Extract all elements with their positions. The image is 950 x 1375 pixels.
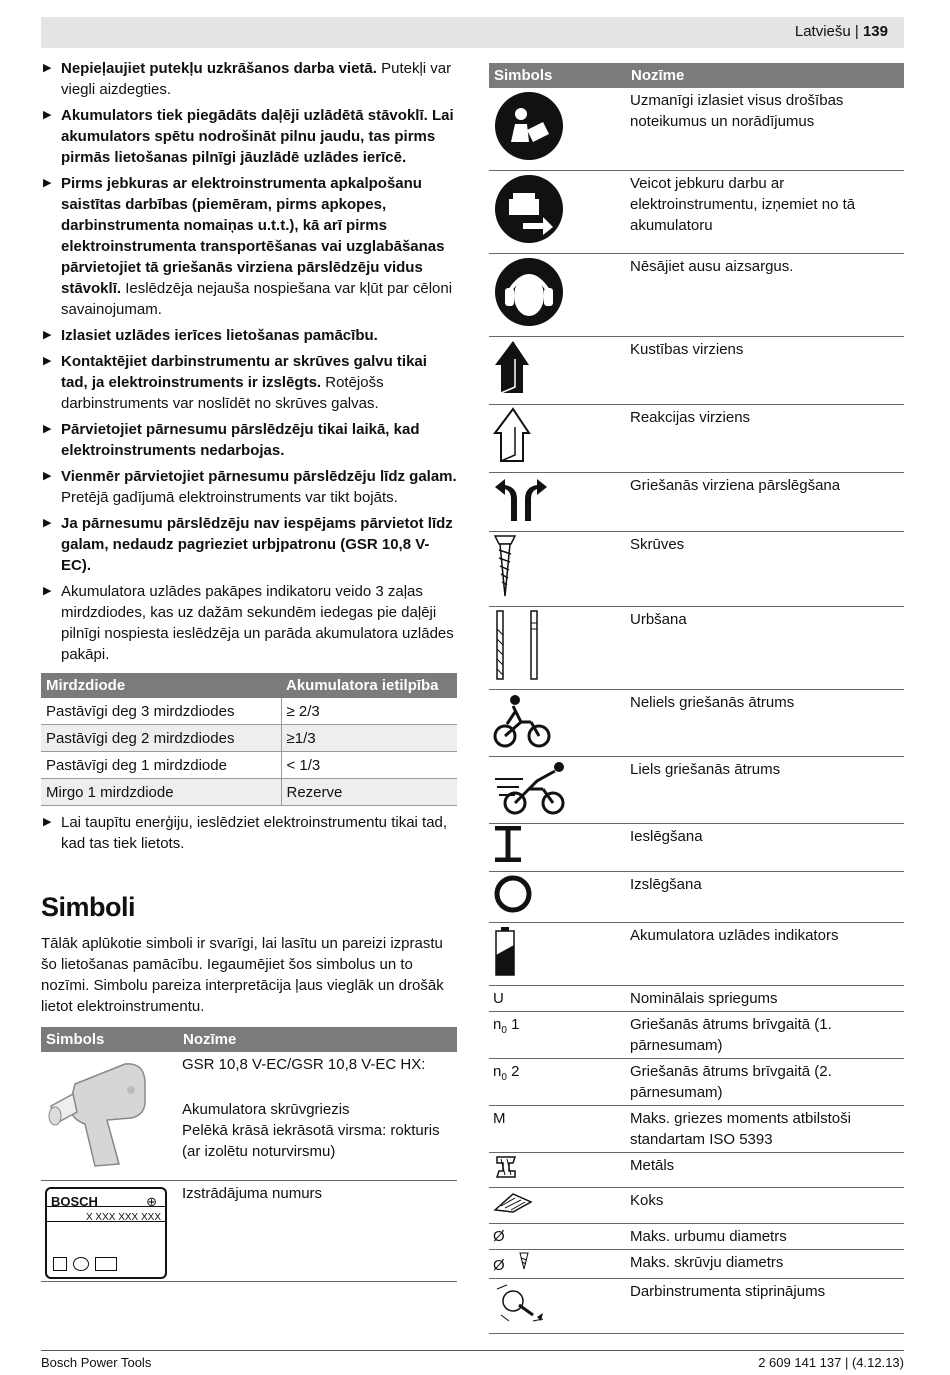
- symbol-cell: [489, 824, 626, 872]
- led-state: Pastāvīgi deg 3 mirdzdiodes: [41, 698, 281, 725]
- led-row: [41, 779, 457, 806]
- tool-holder-icon: [493, 1312, 547, 1329]
- symbol-row: [489, 757, 904, 824]
- symbol-meaning: Griešanās ātrums brīvgaitā (2. pārnesumam): [626, 1059, 904, 1106]
- symbol-meaning: Kustības virziens: [626, 337, 904, 405]
- symbol-meaning: Reakcijas virziens: [626, 405, 904, 473]
- symbol-meaning: Maks. skrūvju diametrs: [626, 1250, 904, 1279]
- wood-icon: [493, 1201, 533, 1218]
- bullet-item: [41, 466, 457, 508]
- symbol-letter: M: [493, 1110, 506, 1127]
- nameplate-symbol: [41, 1181, 178, 1282]
- led-row: [41, 725, 457, 752]
- diameter-symbol: Ø: [493, 1228, 505, 1245]
- symbol-row: [489, 690, 904, 757]
- nameplate-icon: [45, 1187, 167, 1279]
- symbol-row: [489, 1106, 904, 1153]
- drill-symbol: [41, 1052, 178, 1181]
- symbol-row: [489, 986, 904, 1012]
- bullet-item: [41, 513, 457, 576]
- symbol-cell: [489, 1153, 626, 1188]
- symbol-cell: [489, 757, 626, 824]
- symbol-row: [489, 824, 904, 872]
- metal-icon: [493, 1166, 519, 1183]
- symbol-cell: [489, 405, 626, 473]
- symbol-row: [489, 337, 904, 405]
- fast-cyclist-icon: [493, 802, 573, 819]
- symbol-meaning: Darbinstrumenta stiprinājums: [626, 1279, 904, 1334]
- left-column: [41, 58, 457, 1282]
- led-state: Mirgo 1 mirdzdiode: [41, 779, 281, 806]
- symbol-letter: n: [493, 1063, 502, 1080]
- symbol-meaning: Nēsājiet ausu aizsargus.: [626, 254, 904, 337]
- symbol-cell: [489, 923, 626, 986]
- symbol-meaning: Maks. griezes moments atbilstoši standartam ISO 5393: [626, 1106, 904, 1153]
- page-number: 139: [862, 23, 888, 40]
- footer-left: Bosch Power Tools: [41, 1355, 152, 1370]
- symbol-meaning: Veicot jebkuru darbu ar elektroinstrumentu, izņemiet no tā akumulatoru: [626, 171, 904, 254]
- section-title: Simboli: [41, 892, 136, 922]
- symbol-meaning: Nominālais spriegums: [626, 986, 904, 1012]
- symbol-meaning: Akumulatora uzlādes indikators: [626, 923, 904, 986]
- ear-protection-icon: [493, 315, 565, 332]
- drill-meaning: [178, 1052, 457, 1181]
- symbol-row: [489, 1224, 904, 1250]
- nameplate-number: X XXX XXX XXX: [85, 1212, 161, 1223]
- right-sym-header-1: Simbols: [489, 63, 626, 88]
- symbol-meaning: Uzmanīgi izlasiet visus drošības noteikumus un norādījumus: [626, 88, 904, 171]
- led-capacity: ≥ 2/3: [281, 698, 457, 725]
- led-header-2: Akumulatora ietilpība: [281, 673, 457, 698]
- symbol-subscript: 0: [501, 1025, 507, 1036]
- remove-battery-icon: [493, 232, 565, 249]
- symbol-suffix: 2: [506, 1063, 520, 1080]
- bullet-item: [41, 58, 457, 100]
- cordless-screwdriver-icon: [45, 1054, 165, 1172]
- symbol-meaning: Liels griešanās ātrums: [626, 757, 904, 824]
- left-sym-header-2: Nozīme: [178, 1027, 457, 1052]
- drill-bits-icon: [493, 668, 549, 685]
- symbol-meaning: Metāls: [626, 1153, 904, 1188]
- right-column: [489, 63, 904, 1334]
- bullet-bold-text: Pārvietojiet pārnesumu pārslēdzēju tikai laikā, kad elektroinstruments nedarbojas.: [61, 421, 420, 459]
- symbol-cell: [489, 532, 626, 607]
- symbol-row: [489, 254, 904, 337]
- battery-indicator-icon: [493, 964, 517, 981]
- symbol-row: [489, 1279, 904, 1334]
- symbol-row: [489, 923, 904, 986]
- bullet-text: Putekļi var viegli aizdegties.: [61, 60, 452, 98]
- bullet-text: Rotējošs darbinstruments var noslīdēt no skrūves galvas.: [61, 374, 384, 412]
- symbol-row: [489, 872, 904, 923]
- bullet-item: [41, 581, 457, 665]
- symbol-row: [489, 88, 904, 171]
- nameplate-brand: BOSCH: [51, 1194, 98, 1209]
- symbol-meaning: Izslēgšana: [626, 872, 904, 923]
- right-symbol-table: [489, 63, 904, 1334]
- bullet-bold-text: Akumulators tiek piegādāts daļēji uzlādētā stāvoklī. Lai akumulators spētu nodrošināt pilnu jaudu, tas pirms pirmās lietošanas pilnīgi jāuzlādē uzlādes ierīcē.: [61, 107, 454, 166]
- footer-right: 2 609 141 137 | (4.12.13): [758, 1355, 904, 1370]
- led-state: Pastāvīgi deg 1 mirdzdiode: [41, 752, 281, 779]
- power-off-icon: [493, 901, 533, 918]
- read-manual-icon: [493, 149, 565, 166]
- symbol-cell: [489, 607, 626, 690]
- bullet-item: [41, 325, 457, 346]
- led-header-1: Mirdzdiode: [41, 673, 281, 698]
- symbol-row: [489, 1188, 904, 1224]
- diameter-symbol: Ø: [493, 1257, 505, 1274]
- symbol-letter: U: [493, 990, 504, 1007]
- bullet-bold-text: Vienmēr pārvietojiet pārnesumu pārslēdzēju līdz galam.: [61, 468, 457, 485]
- led-capacity: < 1/3: [281, 752, 457, 779]
- symbol-subscript: 0: [501, 1072, 507, 1083]
- symbol-meaning: Koks: [626, 1188, 904, 1224]
- symbol-meaning: Maks. urbumu diametrs: [626, 1224, 904, 1250]
- small-screw-icon: [519, 1257, 529, 1274]
- symbol-cell: [489, 1188, 626, 1224]
- symbol-cell: [489, 254, 626, 337]
- symbol-row: [489, 1012, 904, 1059]
- symbol-letter: n: [493, 1016, 502, 1033]
- symbol-meaning: Griešanās virziena pārslēgšana: [626, 473, 904, 532]
- reaction-arrow-icon: [493, 450, 533, 467]
- symbol-row: [489, 1059, 904, 1106]
- bullet-bold-text: Izlasiet uzlādes ierīces lietošanas pamācību.: [61, 327, 378, 344]
- bullet-bold-text: Nepieļaujiet putekļu uzkrāšanos darba vietā.: [61, 60, 377, 77]
- bullet-item: [41, 105, 457, 168]
- energy-bullet: [41, 812, 457, 854]
- led-capacity: ≥1/3: [281, 725, 457, 752]
- energy-bullet-text: Lai taupītu enerģiju, ieslēdziet elektroinstrumentu tikai tad, kad tas tiek lietots.: [61, 814, 448, 852]
- bullet-item: [41, 419, 457, 461]
- symbol-meaning: Skrūves: [626, 532, 904, 607]
- nameplate-meaning: Izstrādājuma numurs: [178, 1181, 457, 1282]
- symbol-cell: [489, 690, 626, 757]
- symbol-row: [489, 405, 904, 473]
- symbol-cell: [489, 1279, 626, 1334]
- rotation-switch-icon: [493, 510, 549, 527]
- symbol-row: [489, 171, 904, 254]
- bullet-bold-text: Ja pārnesumu pārslēdzēju nav iespējams pārvietot līdz galam, nedaudz pagrieziet urbjpatronu (GSR 10,8 V-EC).: [61, 515, 453, 574]
- led-row: [41, 752, 457, 779]
- slow-cyclist-icon: [493, 735, 553, 752]
- drill-line-2: Akumulatora skrūvgriezis: [182, 1101, 350, 1118]
- bullet-bold-text: Kontaktējiet darbinstrumentu ar skrūves galvu tikai tad, ja elektroinstruments ir izslēgts.: [61, 353, 427, 391]
- symbol-text: [489, 1106, 626, 1153]
- left-symbol-table: [41, 1027, 457, 1282]
- bullet-item: [41, 351, 457, 414]
- symbol-meaning: Ieslēgšana: [626, 824, 904, 872]
- header-language: Latviešu: [794, 23, 851, 40]
- symbol-text: [489, 1012, 626, 1059]
- symbol-row: [489, 532, 904, 607]
- drill-line-1: GSR 10,8 V-EC/GSR 10,8 V-EC HX:: [182, 1056, 426, 1073]
- led-capacity: Rezerve: [281, 779, 457, 806]
- bullet-text: Ieslēdzēja nejauša nospiešana var kļūt par cēloni savainojumam.: [61, 280, 453, 318]
- bullet-text: Akumulatora uzlādes pakāpes indikatoru veido 3 zaļas mirdzdiodes, kas uz dažām sekundēm iedegas pie daļēji pilnīgi nospiesta ieslēdzēja un parāda akumulatora uzlādes pakāpi.: [61, 583, 454, 663]
- symbol-cell: [489, 337, 626, 405]
- symbol-meaning: Neliels griešanās ātrums: [626, 690, 904, 757]
- nameplate-rect-icon: [95, 1257, 117, 1271]
- symbol-cell: [489, 872, 626, 923]
- symbol-text: [489, 1250, 626, 1279]
- symbol-row: [489, 607, 904, 690]
- page-footer: [41, 1350, 904, 1370]
- led-state: Pastāvīgi deg 2 mirdzdiodes: [41, 725, 281, 752]
- symbol-meaning: Urbšana: [626, 607, 904, 690]
- symbol-row: [489, 1153, 904, 1188]
- bullet-item: [41, 173, 457, 320]
- symbol-cell: [489, 473, 626, 532]
- symbol-row: [489, 1250, 904, 1279]
- bullet-bold-text: Pirms jebkuras ar elektroinstrumenta apkalpošanu saistītas darbības (piemēram, pirms apkopes, darbinstrumenta nomaiņas u.t.t.), kā arī pirms elektroinstrumenta transportēšanas vai uzglabāšanas pārvietojiet tā griešanās virziena pārslēdzēju vidus stāvoklī.: [61, 175, 445, 297]
- bullet-text: Pretējā gadījumā elektroinstruments var tikt bojāts.: [61, 489, 398, 506]
- led-table: [41, 673, 457, 806]
- movement-arrow-icon: [493, 382, 533, 399]
- bosch-logo-icon: ⊕: [146, 1194, 157, 1209]
- symbol-text: [489, 1224, 626, 1250]
- nameplate-square-icon: [53, 1257, 67, 1271]
- symbol-text: [489, 986, 626, 1012]
- nameplate-circle-icon: [73, 1257, 89, 1271]
- symbol-cell: [489, 171, 626, 254]
- symbol-meaning: Griešanās ātrums brīvgaitā (1. pārnesumam): [626, 1012, 904, 1059]
- led-row: [41, 698, 457, 725]
- right-sym-header-2: Nozīme: [626, 63, 904, 88]
- page-header-bar: [41, 17, 904, 48]
- symbol-cell: [489, 88, 626, 171]
- power-on-icon: [493, 849, 523, 866]
- section-intro: Tālāk aplūkotie simboli ir svarīgi, lai lasītu un pareizi izprastu šo lietošanas pamācību. Iegaumējiet šos simbolus un to nozīmi. Simbolu pareiza interpretācija ļaus vieglāk un drošāk lietot elektroinstrumentu.: [41, 935, 444, 1015]
- bullet-list: [41, 58, 457, 665]
- symbol-text: [489, 1059, 626, 1106]
- page-header: Latviešu | 139: [794, 23, 888, 40]
- drill-line-3: Pelēkā krāsā iekrāsotā virsma: rokturis (ar izolētu noturvirsmu): [182, 1122, 440, 1160]
- symbol-row: [489, 473, 904, 532]
- left-sym-header-1: Simbols: [41, 1027, 178, 1052]
- symbol-suffix: 1: [506, 1016, 520, 1033]
- screw-icon: [493, 585, 517, 602]
